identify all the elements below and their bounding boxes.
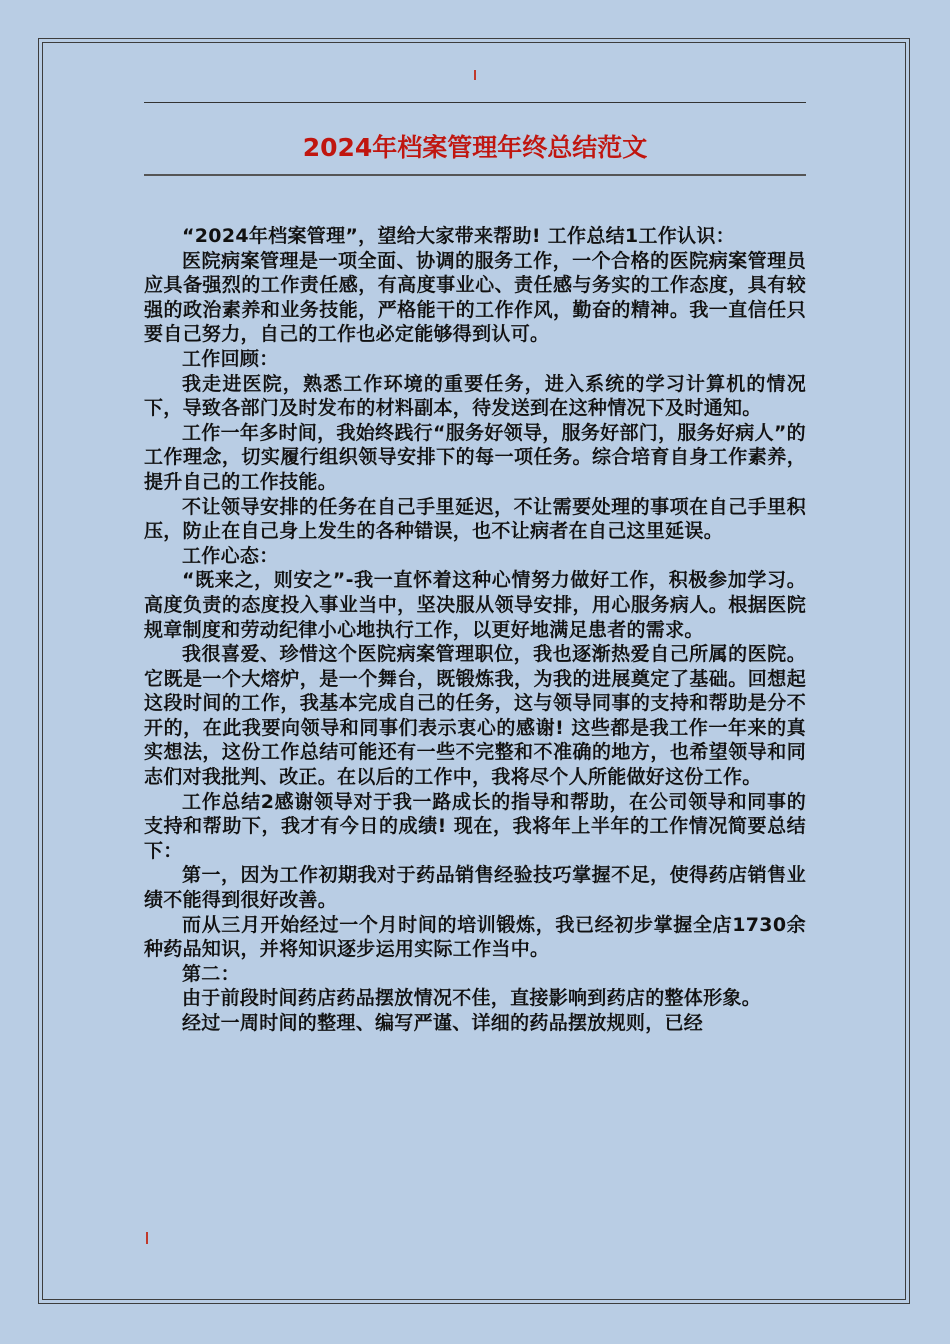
paragraph: 我很喜爱、珍惜这个医院病案管理职位，我也逐渐热爱自己所属的医院。它既是一个大熔炉，是一个舞台，既锻炼我，为我的进展奠定了基础。回想起这段时间的工作，我基本完成自己的任务，这与领导同事的支持和帮助是分不开的，在此我要向领导和同事们表示衷心的感谢! 这些都是我工作一年来的真实想法，这份工作总结可能还有一些不完整和不准确的地方，也希望领导和同志们对我批判、改正。在以后的工作中，我将尽个人所能做好这份工作。 bbox=[144, 643, 806, 789]
paragraph: 而从三月开始经过一个月时间的培训锻炼，我已经初步掌握全店1730余种药品知识，并将知识逐步运用实际工作当中。 bbox=[144, 913, 806, 961]
paragraph: “2024年档案管理”，望给大家带来帮助! 工作总结1工作认识： bbox=[182, 225, 735, 247]
footer-mark bbox=[146, 1232, 148, 1244]
paragraph: 经过一周时间的整理、编写严谨、详细的药品摆放规则，已经 bbox=[182, 1012, 704, 1034]
paragraph: 第二： bbox=[182, 962, 240, 985]
title-rule bbox=[144, 174, 806, 176]
paragraph: “既来之，则安之”-我一直怀着这种心情努力做好工作，积极参加学习。高度负责的态度投入事业当中，坚决服从领导安排，用心服务病人。根据医院规章制度和劳动纪律小心地执行工作，以更好地满足患者的需求。 bbox=[144, 569, 806, 641]
header-mark bbox=[474, 70, 476, 80]
paragraph: 工作一年多时间，我始终践行“服务好领导，服务好部门，服务好病人”的工作理念，切实履行组织领导安排下的每一项任务。综合培育自身工作素养，提升自己的工作技能。 bbox=[144, 421, 806, 493]
paragraph: 由于前段时间药店药品摆放情况不佳，直接影响到药店的整体形象。 bbox=[182, 987, 762, 1010]
paragraph: 医院病案管理是一项全面、协调的服务工作，一个合格的医院病案管理员应具备强烈的工作责任感，有高度事业心、责任感与务实的工作态度，具有较强的政治素养和业务技能，严格能干的工作作风，勤奋的精神。我一直信任只要自己努力，自己的工作也必定能够得到认可。 bbox=[144, 249, 806, 346]
paragraph: 不让领导安排的任务在自己手里延迟，不让需要处理的事项在自己手里积压，防止在自己身上发生的各种错误，也不让病者在自己这里延误。 bbox=[144, 495, 806, 543]
paragraph: 工作回顾： bbox=[182, 347, 279, 370]
paragraph: 工作总结2感谢领导对于我一路成长的指导和帮助，在公司领导和同事的支持和帮助下，我才有今日的成绩! 现在，我将年上半年的工作情况简要总结下： bbox=[144, 790, 806, 862]
header-rule bbox=[144, 102, 806, 103]
paragraph: 我走进医院，熟悉工作环境的重要任务，进入系统的学习计算机的情况下，导致各部门及时发布的材料副本，待发送到在这种情况下及时通知。 bbox=[144, 372, 806, 420]
paragraph: 工作心态： bbox=[182, 544, 279, 567]
document-body bbox=[144, 224, 806, 1036]
paragraph: 第一，因为工作初期我对于药品销售经验技巧掌握不足，使得药店销售业绩不能得到很好改善。 bbox=[144, 864, 806, 912]
document-title: 2024年档案管理年终总结范文 bbox=[302, 133, 648, 162]
